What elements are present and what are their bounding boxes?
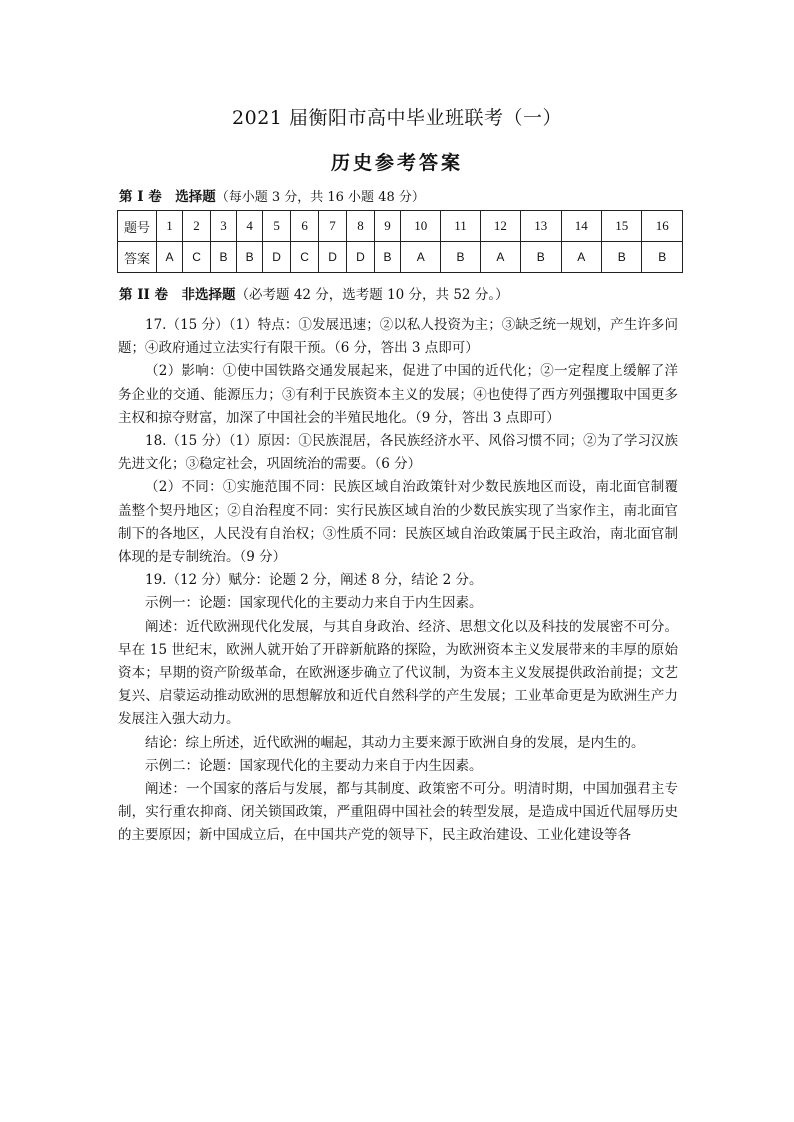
answer-cell: D	[319, 242, 347, 273]
paragraph: 阐述：近代欧洲现代化发展，与其自身政治、经济、思想文化以及科技的发展密不可分。早在 15 世纪末，欧洲人就开始了开辟新航路的探险，为欧洲资本主义发展带来的丰厚的原始资本；早期的资产阶级革命，在欧洲逐步确立了代议制，为资本主义发展提供政治前提；文艺复兴、启蒙运动推动欧洲的思想解放和近代自然科学的产生发展；工业革命更是为欧洲生产力发展注入强大动力。	[118, 618, 678, 728]
question-number: 5	[263, 211, 291, 242]
paragraph: 结论：综上所述，近代欧洲的崛起，其动力主要来源于欧洲自身的发展，是内生的。	[145, 734, 645, 751]
section-1-heading	[119, 185, 425, 205]
question-number: 13	[521, 211, 561, 242]
question-number: 4	[237, 211, 263, 242]
question-number: 16	[642, 211, 683, 242]
row-label-question: 题号	[118, 211, 157, 242]
answer-cell: A	[480, 242, 520, 273]
paragraph: 示例一：论题：国家现代化的主要动力来自于内生因素。	[145, 595, 483, 612]
answer-cell: B	[521, 242, 561, 273]
paragraph: （2）影响：①使中国铁路交通发展起来，促进了中国的近代化；②一定程度上缓解了洋务企业的交通、能源压力；③有利于民族资本主义的发展；④也使得了西方列强攫取中国更多主权和掠夺财富，加深了中国社会的半殖民地化。（9 分，答出 3 点即可）	[118, 363, 678, 426]
answer-table	[117, 210, 683, 273]
section-1-note: （每小题 3 分，共 16 小题 48 分）	[215, 190, 425, 205]
answer-cell: A	[157, 242, 183, 273]
paragraph: 19.（12 分）赋分：论题 2 分，阐述 8 分，结论 2 分。	[145, 572, 483, 589]
answer-cell: C	[291, 242, 319, 273]
question-number-row	[118, 211, 683, 242]
question-number: 8	[347, 211, 375, 242]
answer-row	[118, 242, 683, 273]
question-number: 10	[401, 211, 441, 242]
row-label-answer: 答案	[118, 242, 157, 273]
answer-cell: B	[237, 242, 263, 273]
question-number: 7	[319, 211, 347, 242]
paragraph: 示例二：论题：国家现代化的主要动力来自于内生因素。	[145, 757, 483, 774]
document-subtitle: 历史参考答案	[330, 152, 463, 174]
answer-cell: D	[347, 242, 375, 273]
answer-cell: C	[183, 242, 211, 273]
answer-cell: A	[401, 242, 441, 273]
document-title: 2021 届衡阳市高中毕业班联考（一）	[232, 107, 562, 129]
question-number: 12	[480, 211, 520, 242]
question-number: 3	[211, 211, 237, 242]
answer-cell: B	[441, 242, 480, 273]
answer-cell: D	[263, 242, 291, 273]
answer-cell: B	[602, 242, 642, 273]
answer-cell: A	[561, 242, 601, 273]
section-2-heading	[119, 283, 509, 303]
question-number: 15	[602, 211, 642, 242]
question-number: 11	[441, 211, 480, 242]
section-2-note: （必考题 42 分，选考题 10 分，共 52 分。）	[235, 287, 509, 303]
paragraph: 18.（15 分）（1）原因：①民族混居，各民族经济水平、风俗习惯不同；②为了学习汉族先进文化；③稳定社会，巩固统治的需要。（6 分）	[118, 433, 678, 473]
paragraph: 阐述：一个国家的落后与发展，都与其制度、政策密不可分。明清时期，中国加强君主专制，实行重农抑商、闭关锁国政策，严重阻碍中国社会的转型发展，是造成中国近代屈辱历史的主要原因；新中国成立后，在中国共产党的领导下，民主政治建设、工业化建设等各	[118, 781, 678, 844]
answer-cell: B	[211, 242, 237, 273]
answer-cell: B	[374, 242, 400, 273]
paragraph: （2）不同：①实施范围不同：民族区域自治政策针对少数民族地区而设，南北面官制覆盖整个契丹地区；②自治程度不同：实行民族区域自治的少数民族实现了当家作主，南北面官制下的各地区，人民没有自治权；③性质不同：民族区域自治政策属于民主政治，南北面官制体现的是专制统治。（9 分）	[118, 479, 678, 566]
answer-body	[118, 314, 678, 848]
section-2-title: 第 II 卷 非选择题	[119, 287, 236, 303]
question-number: 9	[374, 211, 400, 242]
paragraph: 17.（15 分）（1）特点：①发展迅速；②以私人投资为主；③缺乏统一规划，产生许多问题；④政府通过立法实行有限干预。（6 分，答出 3 点即可）	[118, 317, 678, 357]
question-number: 14	[561, 211, 601, 242]
question-number: 6	[291, 211, 319, 242]
answer-cell: B	[642, 242, 683, 273]
question-number: 2	[183, 211, 211, 242]
question-number: 1	[157, 211, 183, 242]
section-1-title: 第 I 卷 选择题	[119, 189, 216, 205]
